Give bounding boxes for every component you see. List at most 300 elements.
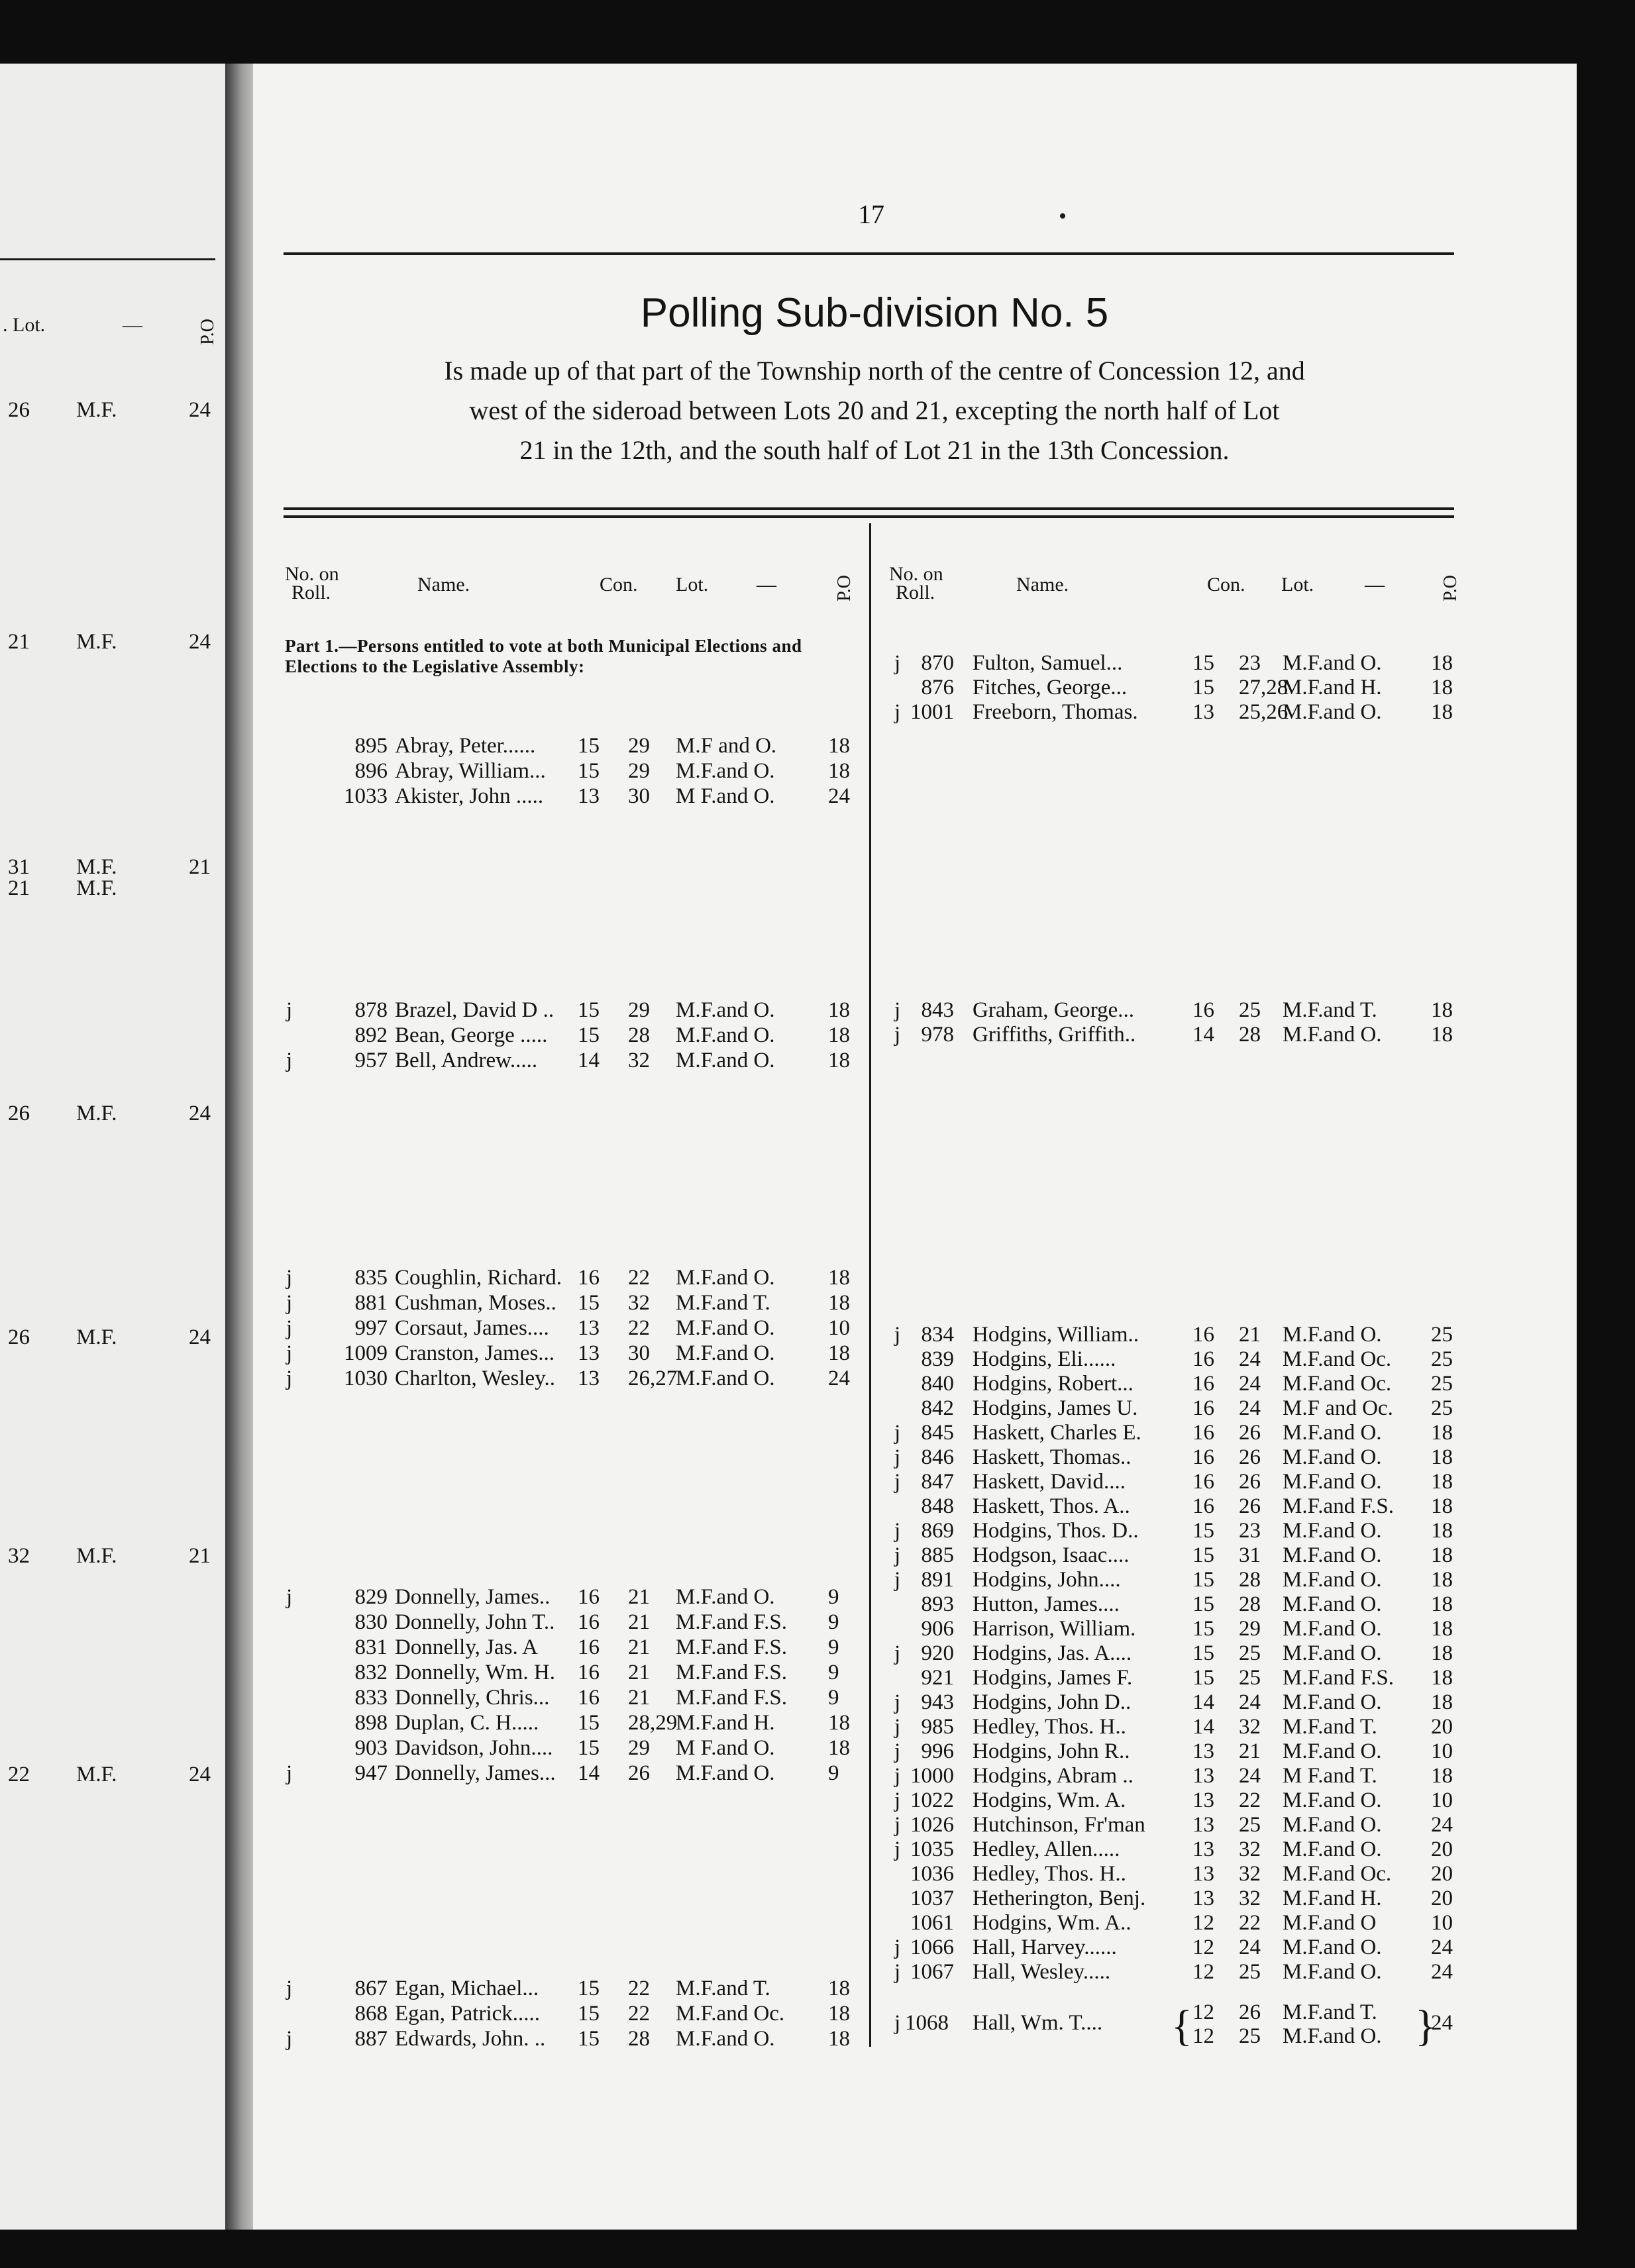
lot-number: 24 xyxy=(1239,1690,1261,1714)
lot-number: 22 xyxy=(628,2002,650,2026)
roll-number: 893 xyxy=(921,1592,954,1616)
lot-number: 21 xyxy=(1239,1323,1261,1347)
concession: 16 xyxy=(1192,1323,1214,1347)
voter-entry xyxy=(0,1290,1635,1315)
junior-mark: j xyxy=(286,1761,293,1785)
concession: 15 xyxy=(1192,1666,1214,1690)
junior-mark: j xyxy=(894,1715,901,1739)
junior-mark: j xyxy=(894,1519,901,1543)
qualification: M.F.and H. xyxy=(676,1711,775,1735)
facing-qualification: M.F. xyxy=(76,1763,117,1786)
voter-name: Hodgson, Isaac.... xyxy=(973,1543,1130,1567)
lot-1: 26 xyxy=(1239,2000,1261,2024)
voter-name: Hutton, James.... xyxy=(973,1592,1120,1616)
voter-name: Charlton, Wesley.. xyxy=(395,1366,556,1390)
voter-name: Hutchinson, Fr'man xyxy=(973,1813,1145,1837)
voter-name: Egan, Patrick..... xyxy=(395,2002,541,2026)
voter-entry xyxy=(0,1022,1635,1047)
voter-name: Bean, George ..... xyxy=(395,1023,548,1047)
post-office: 18 xyxy=(828,1341,850,1365)
voter-entry xyxy=(0,1371,1635,1396)
junior-mark: j xyxy=(286,1341,293,1365)
concession: 15 xyxy=(578,1977,600,2000)
concession: 14 xyxy=(1192,1690,1214,1714)
lot-number: 29 xyxy=(628,734,650,758)
junior-mark: j xyxy=(286,1977,293,2000)
roll-number: 834 xyxy=(921,1323,954,1347)
qualification: M.F.and O. xyxy=(1283,1837,1382,1861)
concession: 15 xyxy=(578,998,600,1022)
lot-number: 21 xyxy=(628,1686,650,1710)
roll-number: 947 xyxy=(354,1761,388,1785)
post-office: 9 xyxy=(828,1661,839,1684)
post-office: 24 xyxy=(1431,1935,1453,1959)
concession: 15 xyxy=(1192,1641,1214,1665)
lot-number: 32 xyxy=(1239,1862,1261,1886)
voter-entry xyxy=(0,1494,1635,1519)
qualification: M.F.and O. xyxy=(676,1341,775,1365)
col-con-right: Con. xyxy=(1207,574,1245,595)
facing-lot: 21 xyxy=(8,876,30,900)
lot-number: 25,26 xyxy=(1239,700,1289,724)
concession: 15 xyxy=(1192,1617,1214,1641)
junior-mark: j xyxy=(894,1543,901,1567)
post-office: 24 xyxy=(828,1366,850,1390)
junior-mark: j xyxy=(894,1960,901,1984)
facing-lot: 32 xyxy=(8,1544,30,1568)
post-office: 20 xyxy=(1431,1862,1453,1886)
qualification: M.F.and F.S. xyxy=(1283,1494,1395,1518)
post-office: 10 xyxy=(1431,1911,1453,1935)
junior-mark: j xyxy=(894,1421,901,1445)
roll-number: 1036 xyxy=(910,1862,954,1886)
lot-number: 30 xyxy=(628,784,650,808)
junior-mark: j xyxy=(286,1366,293,1390)
lot-number: 26 xyxy=(1239,1470,1261,1494)
post-office: 18 xyxy=(828,2027,850,2051)
description-line-1: Is made up of that part of the Township north of the centre of Concession 12, and xyxy=(444,356,1305,386)
col-no-on-roll-right: No. on xyxy=(889,563,943,585)
concession: 15 xyxy=(1192,651,1214,675)
qualification: M.F.and O. xyxy=(1283,1788,1382,1812)
post-office: 18 xyxy=(828,1711,850,1735)
page-number: 17 xyxy=(858,199,884,229)
roll-number: 921 xyxy=(921,1666,954,1690)
post-office: 18 xyxy=(1431,1421,1453,1445)
roll-number: 1009 xyxy=(344,1341,388,1365)
roll-number: 867 xyxy=(354,1977,388,2000)
concession: 16 xyxy=(1192,1396,1214,1420)
junior-mark: j xyxy=(894,1023,901,1047)
qualification: M.F.and Oc. xyxy=(676,2002,785,2026)
voter-name: Haskett, Thos. A.. xyxy=(973,1494,1130,1518)
facing-page-row xyxy=(0,397,225,423)
facing-po: 21 xyxy=(189,1544,211,1568)
voter-entry xyxy=(0,1812,1635,1837)
concession: 15 xyxy=(578,2027,600,2051)
post-office: 24 xyxy=(828,784,850,808)
voter-name: Hodgins, Wm. A. xyxy=(973,1788,1126,1812)
roll-number: 846 xyxy=(921,1445,954,1469)
qualification: M.F.and O. xyxy=(676,1023,775,1047)
qualification: M.F.and O. xyxy=(1283,1592,1382,1616)
lot-number: 23 xyxy=(1239,1519,1261,1543)
post-office: 24 xyxy=(1431,1813,1453,1837)
voter-name: Davidson, John.... xyxy=(395,1736,553,1760)
voter-name: Hedley, Thos. H.. xyxy=(973,1862,1126,1886)
concession: 16 xyxy=(1192,1494,1214,1518)
qualification: M.F.and O. xyxy=(676,1049,775,1072)
facing-lot: 21 xyxy=(8,630,30,654)
voter-name: Corsaut, James.... xyxy=(395,1316,549,1340)
voter-entry xyxy=(0,699,1635,725)
concession: 15 xyxy=(1192,1543,1214,1567)
facing-qualification: M.F. xyxy=(76,1102,117,1125)
concession: 16 xyxy=(1192,1372,1214,1396)
facing-po: 24 xyxy=(189,1763,211,1786)
lot-number: 22 xyxy=(1239,1788,1261,1812)
concession: 14 xyxy=(1192,1023,1214,1047)
concession: 14 xyxy=(578,1049,600,1072)
qualification: M.F.and O. xyxy=(1283,1543,1382,1567)
qualification: M.F.and O. xyxy=(1283,1935,1382,1959)
post-office: 18 xyxy=(1431,1641,1453,1665)
qualification: M.F.and F.S. xyxy=(1283,1666,1395,1690)
description-line-2: west of the sideroad between Lots 20 and 21, excepting the north half of Lot xyxy=(469,395,1280,425)
qualification: M.F.and O. xyxy=(676,1585,775,1609)
voter-entry xyxy=(0,784,1635,809)
voter-name: Harrison, William. xyxy=(973,1617,1136,1641)
lot-number: 21 xyxy=(628,1610,650,1634)
junior-mark: j xyxy=(286,998,293,1022)
lot-number: 32 xyxy=(628,1291,650,1315)
voter-entry xyxy=(0,1763,1635,1788)
junior-mark: j xyxy=(894,1788,901,1812)
concession-2: 12 xyxy=(1192,2024,1214,2048)
qualification: M.F.and O. xyxy=(676,1316,775,1340)
voter-entry xyxy=(0,1788,1635,1813)
roll-number: 985 xyxy=(921,1715,954,1739)
qualification: M.F.and O. xyxy=(676,1761,775,1785)
facing-page-rule xyxy=(0,258,215,260)
description-line-3: 21 in the 12th, and the south half of Lot 21 in the 13th Concession. xyxy=(519,435,1230,465)
voter-entry xyxy=(0,1567,1635,1592)
concession: 13 xyxy=(1192,1764,1214,1788)
concession: 15 xyxy=(578,759,600,783)
qualification: M.F.and Oc. xyxy=(1283,1347,1392,1371)
concession: 16 xyxy=(578,1686,600,1710)
voter-name: Hodgins, Thos. D.. xyxy=(973,1519,1139,1543)
concession: 13 xyxy=(1192,1788,1214,1812)
junior-mark: j xyxy=(286,1049,293,1072)
roll-number: 842 xyxy=(921,1396,954,1420)
voter-name: Donnelly, Wm. H. xyxy=(395,1661,555,1684)
qualification: M.F.and O. xyxy=(1283,1617,1382,1641)
voter-entry xyxy=(0,1445,1635,1470)
page-title: Polling Sub-division No. 5 xyxy=(640,290,1109,336)
post-office: 18 xyxy=(828,1266,850,1290)
qualification: M.F.and O. xyxy=(1283,1960,1382,1984)
voter-entry xyxy=(0,650,1635,676)
qualification: M.F.and Oc. xyxy=(1283,1862,1392,1886)
qualification: M.F.and O. xyxy=(1283,1421,1382,1445)
voter-name: Donnelly, James... xyxy=(395,1761,556,1785)
voter-entry xyxy=(0,1469,1635,1494)
voter-entry xyxy=(0,1396,1635,1421)
col-name-right: Name. xyxy=(1016,574,1069,595)
post-office: 18 xyxy=(1431,1470,1453,1494)
roll-number: 1030 xyxy=(344,1366,388,1390)
facing-po: 21 xyxy=(189,855,211,879)
voter-entry xyxy=(0,1592,1635,1617)
lot-number: 22 xyxy=(628,1316,650,1340)
concession: 13 xyxy=(1192,1837,1214,1861)
voter-name: Hodgins, John.... xyxy=(973,1568,1121,1592)
ink-dot xyxy=(1060,213,1065,219)
qualification: M.F.and F.S. xyxy=(676,1661,788,1684)
roll-number: 1026 xyxy=(910,1813,954,1837)
voter-name: Griffiths, Griffith.. xyxy=(973,1023,1136,1047)
junior-mark: j xyxy=(894,651,901,675)
voter-entry xyxy=(0,1959,1635,1984)
voter-entry xyxy=(0,1048,1635,1073)
voter-name: Duplan, C. H..... xyxy=(395,1711,539,1735)
qualification: M.F.and H. xyxy=(1283,676,1382,699)
lot-number: 25 xyxy=(1239,1641,1261,1665)
roll-number: 878 xyxy=(354,998,388,1022)
voter-name: Abray, William... xyxy=(395,759,546,783)
qualification: M.F.and O. xyxy=(676,1266,775,1290)
voter-name: Coughlin, Richard. xyxy=(395,1266,562,1290)
post-office: 18 xyxy=(828,2002,850,2026)
facing-lot: 26 xyxy=(8,398,30,422)
roll-number: 839 xyxy=(921,1347,954,1371)
roll-number: 996 xyxy=(921,1739,954,1763)
voter-name: Hall, Harvey...... xyxy=(973,1935,1117,1959)
voter-entry xyxy=(0,998,1635,1023)
voter-name: Hall, Wesley..... xyxy=(973,1960,1111,1984)
qualification: M.F and Oc. xyxy=(1283,1396,1393,1420)
voter-name: Donnelly, Chris... xyxy=(395,1686,550,1710)
lot-number: 29 xyxy=(628,998,650,1022)
lot-number: 29 xyxy=(1239,1617,1261,1641)
lot-number: 29 xyxy=(628,759,650,783)
facing-po: 24 xyxy=(189,398,211,422)
col-no-on-roll: No. on xyxy=(285,563,339,585)
lot-number: 26 xyxy=(628,1761,650,1785)
lot-number: 24 xyxy=(1239,1347,1261,1371)
post-office: 18 xyxy=(828,998,850,1022)
roll-number: 892 xyxy=(354,1023,388,1047)
lot-number: 26 xyxy=(1239,1421,1261,1445)
post-office: 20 xyxy=(1431,1715,1453,1739)
post-office: 25 xyxy=(1431,1372,1453,1396)
col-lot-right: Lot. xyxy=(1281,574,1314,595)
voter-name: Hodgins, James U. xyxy=(973,1396,1138,1420)
facing-po: 24 xyxy=(189,1325,211,1349)
col-roll: Roll. xyxy=(291,582,331,603)
qualification: M.F.and T. xyxy=(1283,1715,1377,1739)
lot-number: 22 xyxy=(1239,1911,1261,1935)
roll-number: 847 xyxy=(921,1470,954,1494)
qualification-2: M.F.and O. xyxy=(1283,2024,1382,2048)
roll-number: 1067 xyxy=(910,1960,954,1984)
voter-name: Akister, John ..... xyxy=(395,784,544,808)
lot-number: 24 xyxy=(1239,1935,1261,1959)
voter-name: Donnelly, Jas. A xyxy=(395,1635,539,1659)
concession: 16 xyxy=(1192,1470,1214,1494)
voter-name: Haskett, Charles E. xyxy=(973,1421,1141,1445)
lot-number: 25 xyxy=(1239,1960,1261,1984)
lot-number: 25 xyxy=(1239,1813,1261,1837)
facing-po: 24 xyxy=(189,1102,211,1125)
qualification: M.F.and O. xyxy=(1283,1690,1382,1714)
voter-name: Hedley, Allen..... xyxy=(973,1837,1120,1861)
lot-number: 26,27 xyxy=(628,1366,678,1390)
roll-number: 887 xyxy=(354,2027,388,2051)
post-office: 25 xyxy=(1431,1396,1453,1420)
roll-number: 997 xyxy=(354,1316,388,1340)
junior-mark: j xyxy=(286,2027,293,2051)
qualification: M.F.and Oc. xyxy=(1283,1372,1392,1396)
qualification: M.F.and F.S. xyxy=(676,1635,788,1659)
junior-mark: j xyxy=(894,1813,901,1837)
concession: 16 xyxy=(1192,998,1214,1022)
roll-number: 840 xyxy=(921,1372,954,1396)
roll-number: 891 xyxy=(921,1568,954,1592)
roll-number: 1033 xyxy=(344,784,388,808)
voter-name: Donnelly, James.. xyxy=(395,1585,551,1609)
post-office: 18 xyxy=(1431,1592,1453,1616)
lot-number: 30 xyxy=(628,1341,650,1365)
voter-name: Haskett, David.... xyxy=(973,1470,1126,1494)
part-heading: Part 1.—Persons entitled to vote at both Municipal Elections and Elections to the Legislative Assembly: xyxy=(285,636,802,677)
qualification: M.F.and O. xyxy=(676,759,775,783)
lot-number: 25 xyxy=(1239,1666,1261,1690)
post-office: 18 xyxy=(1431,1543,1453,1567)
post-office: 18 xyxy=(828,734,850,758)
roll-number: 881 xyxy=(354,1291,388,1315)
lot-2: 25 xyxy=(1239,2024,1261,2048)
qualification: M.F.and O. xyxy=(676,998,775,1022)
concession: 15 xyxy=(1192,1568,1214,1592)
lot-number: 22 xyxy=(628,1977,650,2000)
voter-name: Fulton, Samuel... xyxy=(973,651,1123,675)
voter-entry xyxy=(0,1886,1635,1911)
post-office: 18 xyxy=(828,1291,850,1315)
concession: 15 xyxy=(578,1291,600,1315)
roll-number: 833 xyxy=(354,1686,388,1710)
post-office: 18 xyxy=(1431,651,1453,675)
voter-name: Hodgins, James F. xyxy=(973,1666,1133,1690)
lot-number: 21 xyxy=(1239,1739,1261,1763)
concession: 15 xyxy=(578,1023,600,1047)
col-dash-right: — xyxy=(1365,574,1385,595)
col-po-right: P.O xyxy=(1440,575,1461,601)
concession: 13 xyxy=(578,1341,600,1365)
col-name: Name. xyxy=(417,574,470,595)
qualification: M.F.and T. xyxy=(1283,998,1377,1022)
concession: 13 xyxy=(1192,1886,1214,1910)
voter-name: Hodgins, John D.. xyxy=(973,1690,1132,1714)
junior-mark: j xyxy=(894,700,901,724)
qualification: M.F.and O xyxy=(1283,1911,1377,1935)
voter-name: Hodgins, Eli...... xyxy=(973,1347,1116,1371)
col-lot: Lot. xyxy=(676,574,709,595)
post-office: 18 xyxy=(828,1977,850,2000)
junior-mark: j xyxy=(894,1935,901,1959)
concession: 16 xyxy=(1192,1445,1214,1469)
col-dash: — xyxy=(757,574,776,595)
roll-number: 1061 xyxy=(910,1911,954,1935)
junior-mark: j xyxy=(894,998,901,1022)
roll-number: 868 xyxy=(354,2002,388,2026)
voter-name: Hetherington, Benj. xyxy=(973,1886,1146,1910)
roll-number: 848 xyxy=(921,1494,954,1518)
qualification: M.F.and O. xyxy=(1283,1641,1382,1665)
voter-entry xyxy=(0,1543,1635,1568)
post-office: 10 xyxy=(828,1316,850,1340)
voter-entry xyxy=(0,758,1635,784)
concession: 13 xyxy=(1192,1862,1214,1886)
concession: 15 xyxy=(578,2002,600,2026)
facing-lot: 26 xyxy=(8,1102,30,1125)
voter-name: Abray, Peter...... xyxy=(395,734,536,758)
lot-number: 31 xyxy=(1239,1543,1261,1567)
post-office: 18 xyxy=(1431,1617,1453,1641)
concession: 15 xyxy=(1192,1519,1214,1543)
facing-lot: 22 xyxy=(8,1763,30,1786)
junior-mark: j xyxy=(286,1291,293,1315)
qualification: M.F.and O. xyxy=(676,1366,775,1390)
right-brace: } xyxy=(1415,2002,1436,2050)
lot-number: 23 xyxy=(1239,651,1261,675)
roll-number: 906 xyxy=(921,1617,954,1641)
lot-number: 21 xyxy=(628,1661,650,1684)
junior-mark: j xyxy=(894,1837,901,1861)
junior-mark: j xyxy=(894,1568,901,1592)
qualification: M.F.and T. xyxy=(676,1291,770,1315)
roll-number: 876 xyxy=(921,676,954,699)
lot-number: 24 xyxy=(1239,1764,1261,1788)
concession: 13 xyxy=(1192,1813,1214,1837)
voter-entry-1068 xyxy=(0,2000,1635,2063)
roll-number: 885 xyxy=(921,1543,954,1567)
concession: 15 xyxy=(578,734,600,758)
roll-number: 896 xyxy=(354,759,388,783)
concession: 16 xyxy=(578,1635,600,1659)
concession: 15 xyxy=(578,1711,600,1735)
post-office: 18 xyxy=(828,759,850,783)
col-roll-right: Roll. xyxy=(896,582,935,603)
voter-name: Cushman, Moses.. xyxy=(395,1291,556,1315)
voter-name: Edwards, John. .. xyxy=(395,2027,546,2051)
voter-entry xyxy=(0,1665,1635,1690)
facing-qualification: M.F. xyxy=(76,398,117,422)
facing-po: 24 xyxy=(189,630,211,654)
voter-entry xyxy=(0,1347,1635,1372)
voter-entry xyxy=(0,1837,1635,1862)
facing-qualification: M.F. xyxy=(76,1325,117,1349)
junior-mark: j xyxy=(286,1266,293,1290)
concession: 15 xyxy=(1192,1592,1214,1616)
facing-lot: 26 xyxy=(8,1325,30,1349)
lot-number: 25 xyxy=(1239,998,1261,1022)
qualification: M.F.and O. xyxy=(1283,1568,1382,1592)
top-rule xyxy=(284,252,1454,255)
voter-entry xyxy=(0,1861,1635,1886)
lot-number: 26 xyxy=(1239,1445,1261,1469)
